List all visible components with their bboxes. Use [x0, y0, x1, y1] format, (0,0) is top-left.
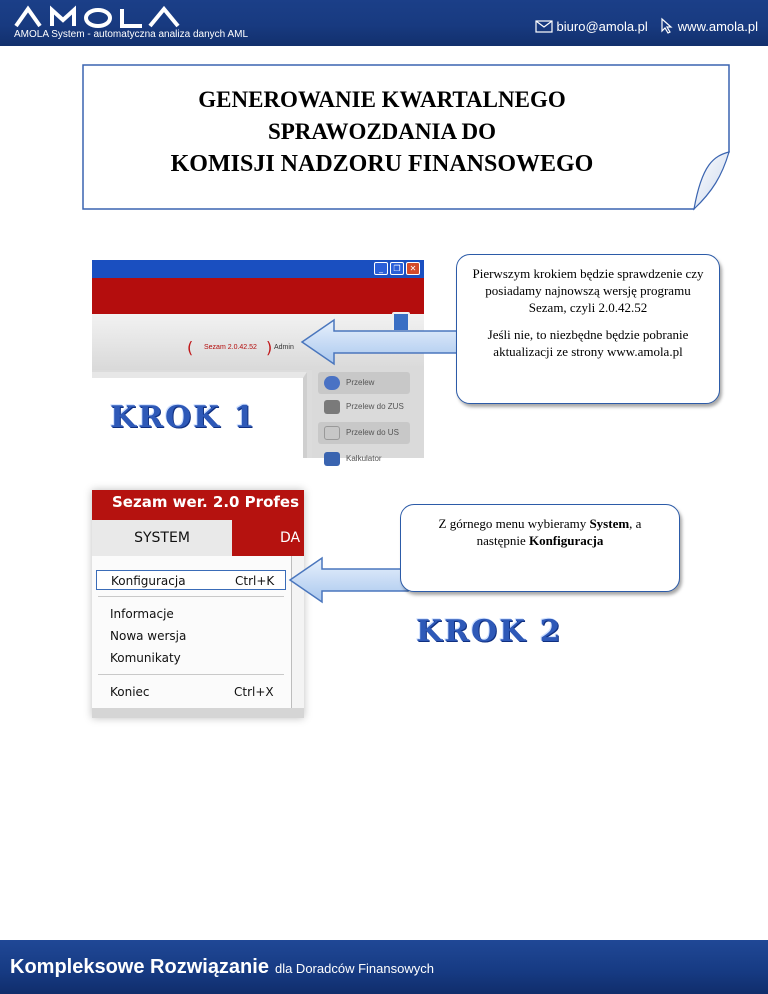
menu-item-koniec[interactable] [96, 682, 286, 702]
menu-item-shortcut: Ctrl+K [235, 574, 275, 588]
email-link[interactable]: biuro@amola.pl [556, 18, 648, 34]
menu-tab-system[interactable]: SYSTEM [92, 520, 232, 556]
envelope-icon [535, 20, 553, 33]
menu-item-shortcut: Ctrl+X [234, 685, 274, 699]
top-banner [0, 0, 768, 46]
footer-slogan [10, 956, 434, 979]
title-line-3: KOMISJI NADZORU FINANSOWEGO [170, 151, 594, 177]
footer-main: Kompleksowe Rozwiązanie [10, 956, 269, 978]
step2-callout-middle: , a następnie [476, 516, 642, 548]
window-header-red [92, 278, 424, 314]
side-panel [312, 368, 424, 463]
title-line-1: GENEROWANIE KWARTALNEGO [198, 87, 566, 112]
menu-item-label: Komunikaty [110, 651, 181, 665]
tagline: AMOLA System - automatyczna analiza danych AML [14, 29, 248, 40]
menu-item-konfiguracja[interactable] [96, 570, 286, 590]
title-line-2: SPRAWOZDANIA DO [267, 119, 497, 144]
side-item-label: Kalkulator [346, 454, 382, 463]
brace-left-icon: ( [187, 338, 194, 357]
restore-icon[interactable]: ❐ [390, 262, 404, 275]
step2-label: KROK 2 [416, 614, 563, 649]
menu-item-nowa-wersja[interactable] [96, 626, 286, 646]
menu-separator [98, 596, 284, 597]
arrow-left-icon [300, 318, 470, 366]
menu-item-informacje[interactable] [96, 604, 286, 624]
menu-tab-next[interactable]: DA [280, 530, 301, 546]
side-item-label: Przelew do US [346, 428, 399, 437]
window-title: Sezam wer. 2.0 Profes [92, 490, 304, 516]
side-item-label: Przelew do ZUS [346, 402, 404, 411]
step1-label: KROK 1 [110, 400, 257, 435]
contact-bar [535, 18, 758, 34]
system-dropdown-menu [92, 556, 292, 708]
step2-callout-konfiguracja: Konfiguracja [528, 533, 604, 548]
transfer-icon [324, 376, 340, 390]
step2-screenshot [92, 490, 304, 718]
menu-item-label: Nowa wersja [110, 629, 187, 643]
close-icon[interactable]: ✕ [406, 262, 420, 275]
website-link[interactable]: www.amola.pl [677, 18, 758, 34]
bottom-banner [0, 940, 768, 994]
version-label: Sezam 2.0.42.52 [204, 344, 257, 351]
step2-callout-system: System [589, 516, 630, 531]
step1-callout [456, 254, 720, 404]
side-item-przelew[interactable] [318, 372, 410, 394]
menu-item-label: Informacje [110, 607, 174, 621]
amola-logo-icon [14, 6, 184, 28]
side-item-label: Przelew [346, 378, 375, 387]
window-bottom-strip [92, 708, 304, 718]
bank-icon [324, 400, 340, 414]
user-label: Admin [274, 344, 294, 351]
title-text [82, 84, 682, 180]
menu-item-label: Koniec [110, 685, 150, 699]
step2-callout [400, 504, 680, 592]
footer-sub: dla Doradców Finansowych [274, 961, 434, 976]
side-item-przelew-us[interactable] [318, 422, 410, 444]
title-box [82, 64, 732, 210]
step2-callout-prefix: Z górnego menu wybieramy [438, 516, 590, 531]
menu-item-komunikaty[interactable] [96, 648, 286, 668]
menu-separator [98, 674, 284, 675]
cursor-icon [660, 18, 674, 34]
brace-right-icon: ) [266, 338, 273, 357]
side-item-przelew-zus[interactable] [318, 396, 410, 418]
office-icon [324, 426, 340, 440]
minimize-icon[interactable]: _ [374, 262, 388, 275]
side-item-kalkulator[interactable] [318, 448, 410, 470]
step1-callout-paragraph2: Jeśli nie, to niezbędne będzie pobranie aktualizacji ze strony www.amola.pl [487, 327, 689, 359]
step1-callout-paragraph1: Pierwszym krokiem będzie sprawdzenie czy posiadamy najnowszą wersję programu Sezam, czyli 2.0.42.52 [472, 266, 704, 315]
arrow-left-icon [288, 556, 412, 604]
menu-item-label: Konfiguracja [111, 574, 186, 588]
calculator-icon [324, 452, 340, 466]
